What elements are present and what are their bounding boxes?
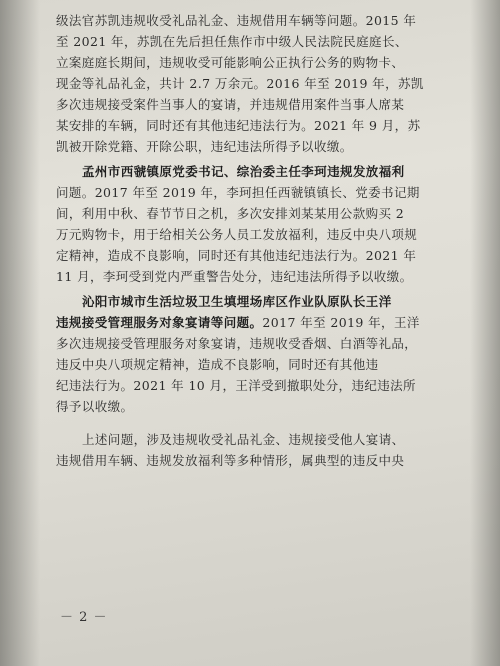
case-heading: 孟州市西虢镇原党委书记、综治委主任李珂违规发放福利 [82, 164, 405, 179]
page-shadow-left [0, 0, 40, 666]
text-line: 立案庭庭长期间，违规收受可能影响公正执行公务的购物卡、 [56, 55, 405, 70]
paragraph-summary [56, 429, 476, 471]
text-line: 上述问题，涉及违规收受礼品礼金、违规接受他人宴请、 [82, 432, 405, 447]
text-line: 万元购物卡，用于给相关公务人员工发放福利，违反中央八项规 [56, 227, 418, 242]
case-heading-continued: 违规接受管理服务对象宴请等问题。 [56, 315, 263, 330]
text-line: 某安排的车辆，同时还有其他违纪违法行为。2021 年 9 月，苏 [56, 118, 421, 133]
text-line: 问题。2017 年至 2019 年，李珂担任西虢镇镇长、党委书记期 [56, 185, 420, 200]
text-line: 现金等礼品礼金，共计 2.7 万余元。2016 年至 2019 年，苏凯 [56, 76, 424, 91]
page-number: － 2 － [60, 610, 108, 625]
paragraph-sukai-case [56, 10, 476, 157]
text-span: 2017 年至 2019 年，王洋 [262, 315, 420, 330]
document-body [56, 10, 476, 471]
text-line: 级法官苏凯违规收受礼品礼金、违规借用车辆等问题。2015 年 [56, 13, 417, 28]
text-line: 多次违规接受管理服务对象宴请，违规收受香烟、白酒等礼品， [56, 336, 418, 351]
case-heading: 沁阳市城市生活垃圾卫生填埋场库区作业队原队长王洋 [82, 294, 392, 309]
text-line: 至 2021 年，苏凯在先后担任焦作市中级人民法院民庭庭长、 [56, 34, 408, 49]
paragraph-like-case [56, 161, 476, 287]
text-line: 违反中央八项规定精神，造成不良影响，同时还有其他违 [56, 357, 379, 372]
text-line: 间，利用中秋、春节节日之机，多次安排刘某某用公款购买 2 [56, 206, 405, 221]
text-line: 违规借用车辆、违规发放福利等多种情形，属典型的违反中央 [56, 453, 405, 468]
paragraph-wangyang-case [56, 291, 476, 417]
text-line: 纪违法行为。2021 年 10 月，王洋受到撤职处分，违纪违法所 [56, 378, 416, 393]
text-line: 11 月，李珂受到党内严重警告处分，违纪违法所得予以收缴。 [56, 269, 413, 284]
text-line [56, 312, 476, 333]
text-line: 多次违规接受案件当事人的宴请，并违规借用案件当事人席某 [56, 97, 405, 112]
text-line: 定精神，造成不良影响，同时还有其他违纪违法行为。2021 年 [56, 248, 417, 263]
text-line: 得予以收缴。 [56, 399, 134, 414]
text-line: 凯被开除党籍、开除公职，违纪违法所得予以收缴。 [56, 139, 353, 154]
